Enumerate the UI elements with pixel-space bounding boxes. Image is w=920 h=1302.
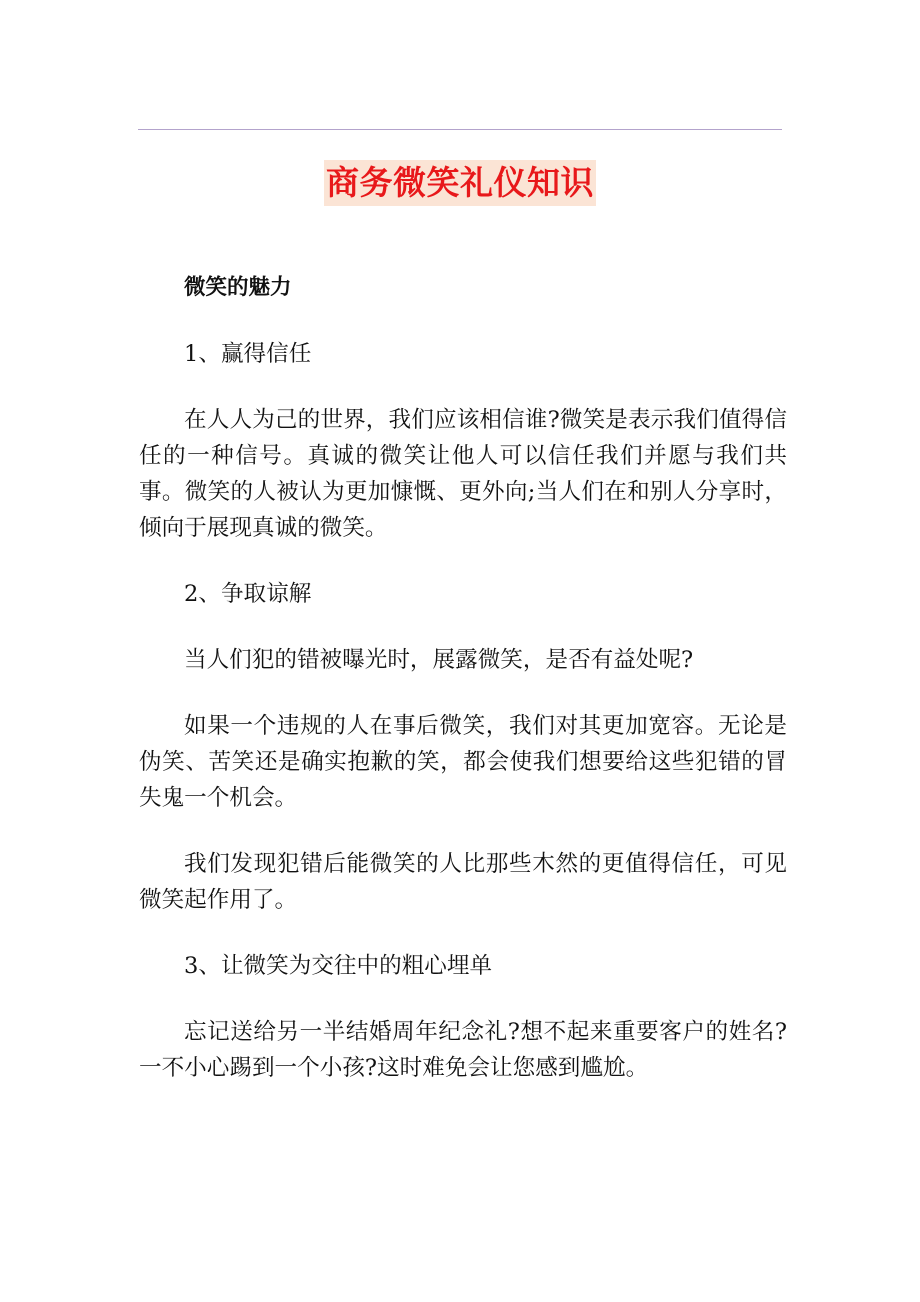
subheading-3: 3、让微笑为交往中的粗心埋单 (184, 953, 493, 979)
paragraph-question: 当人们犯的错被曝光时，展露微笑，是否有益处呢? (184, 647, 694, 673)
paragraph-trust: 在人人为己的世界，我们应该相信谁?微笑是表示我们值得信任的一种信号。真诚的微笑让他人可以信任我们并愿与我们共事。微笑的人被认为更加慷慨、更外向;当人们在和别人分享时，倾向于展现真诚的微笑。 (139, 407, 787, 541)
document-body (139, 270, 787, 1116)
top-divider (138, 129, 782, 130)
section-heading: 微笑的魅力 (184, 275, 292, 300)
paragraph-finding: 我们发现犯错后能微笑的人比那些木然的更值得信任，可见微笑起作用了。 (139, 851, 787, 913)
paragraph-tolerance: 如果一个违规的人在事后微笑，我们对其更加宽容。无论是伪笑、苦笑还是确实抱歉的笑，都会使我们想要给这些犯错的冒失鬼一个机会。 (139, 713, 787, 811)
document-title: 商务微笑礼仪知识 (324, 160, 596, 206)
title-block (0, 160, 920, 206)
subheading-2: 2、争取谅解 (184, 581, 312, 607)
subheading-1: 1、赢得信任 (184, 341, 312, 367)
paragraph-awkward: 忘记送给另一半结婚周年纪念礼?想不起来重要客户的姓名?一不小心踢到一个小孩?这时难免会让您感到尴尬。 (139, 1019, 787, 1081)
